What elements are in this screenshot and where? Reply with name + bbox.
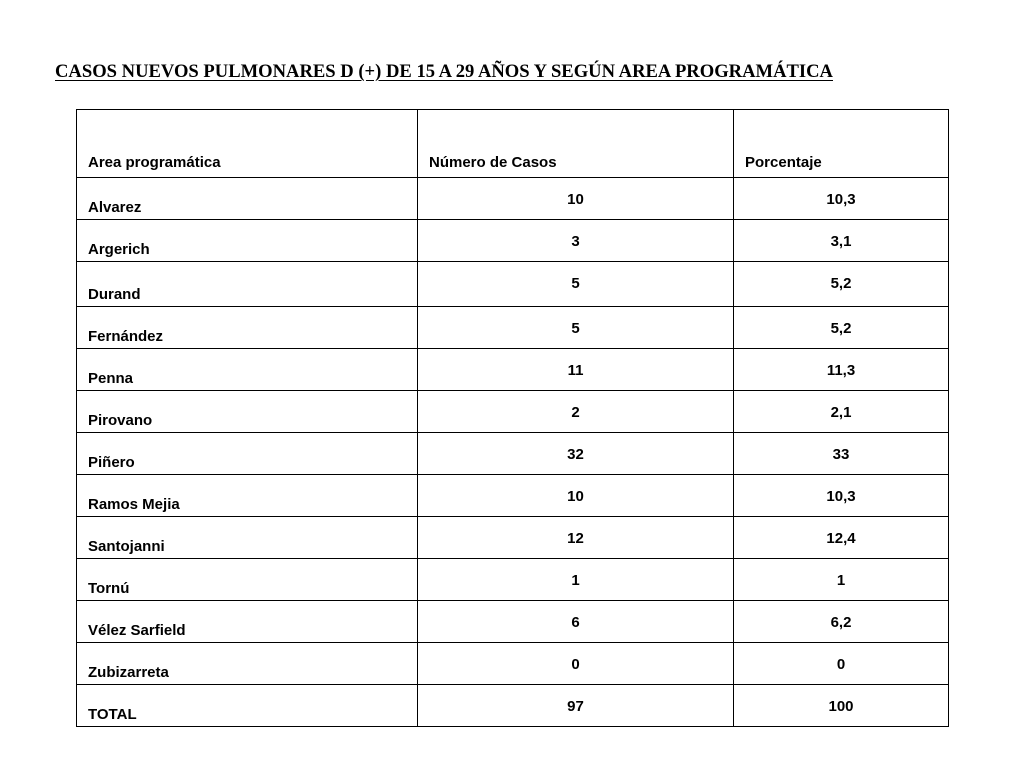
casos-cell: 3: [418, 220, 734, 262]
area-cell: Piñero: [77, 433, 418, 475]
area-cell: Durand: [77, 262, 418, 307]
casos-cell: 5: [418, 307, 734, 349]
column-header-casos: Número de Casos: [418, 110, 734, 178]
porcentaje-cell: 3,1: [734, 220, 949, 262]
table-row: [77, 349, 949, 391]
area-cell: Penna: [77, 349, 418, 391]
porcentaje-cell: 10,3: [734, 475, 949, 517]
porcentaje-cell: 1: [734, 559, 949, 601]
porcentaje-cell: 12,4: [734, 517, 949, 559]
porcentaje-cell: 10,3: [734, 178, 949, 220]
table-row: [77, 643, 949, 685]
porcentaje-cell: 11,3: [734, 349, 949, 391]
casos-cell: 1: [418, 559, 734, 601]
porcentaje-cell: 5,2: [734, 262, 949, 307]
casos-cell: 12: [418, 517, 734, 559]
column-header-area: Area programática: [77, 110, 418, 178]
table-row: [77, 433, 949, 475]
area-cell: Pirovano: [77, 391, 418, 433]
table-row: [77, 307, 949, 349]
casos-cell: 0: [418, 643, 734, 685]
area-cell: Ramos Mejia: [77, 475, 418, 517]
table-row: [77, 601, 949, 643]
area-cell: Argerich: [77, 220, 418, 262]
porcentaje-cell: 6,2: [734, 601, 949, 643]
table-row: [77, 220, 949, 262]
area-cell: Tornú: [77, 559, 418, 601]
page-title: CASOS NUEVOS PULMONARES D (+) DE 15 A 29 AÑOS Y SEGÚN AREA PROGRAMÁTICA: [55, 61, 833, 82]
area-cell: Zubizarreta: [77, 643, 418, 685]
casos-cell: 2: [418, 391, 734, 433]
casos-cell: 10: [418, 178, 734, 220]
column-header-porcentaje: Porcentaje: [734, 110, 949, 178]
porcentaje-cell: 5,2: [734, 307, 949, 349]
table-row: [77, 517, 949, 559]
total-label-cell: TOTAL: [77, 685, 418, 727]
table-row: [77, 475, 949, 517]
table-row: [77, 262, 949, 307]
total-porcentaje-cell: 100: [734, 685, 949, 727]
porcentaje-cell: 2,1: [734, 391, 949, 433]
porcentaje-cell: 0: [734, 643, 949, 685]
table-row: [77, 559, 949, 601]
table-header-row: [77, 110, 949, 178]
casos-cell: 6: [418, 601, 734, 643]
casos-cell: 5: [418, 262, 734, 307]
area-cell: Santojanni: [77, 517, 418, 559]
area-cell: Fernández: [77, 307, 418, 349]
area-cell: Vélez Sarfield: [77, 601, 418, 643]
total-casos-cell: 97: [418, 685, 734, 727]
porcentaje-cell: 33: [734, 433, 949, 475]
table-row: [77, 178, 949, 220]
cases-table: [76, 109, 949, 727]
casos-cell: 32: [418, 433, 734, 475]
area-cell: Alvarez: [77, 178, 418, 220]
casos-cell: 11: [418, 349, 734, 391]
casos-cell: 10: [418, 475, 734, 517]
table-total-row: [77, 685, 949, 727]
table-row: [77, 391, 949, 433]
